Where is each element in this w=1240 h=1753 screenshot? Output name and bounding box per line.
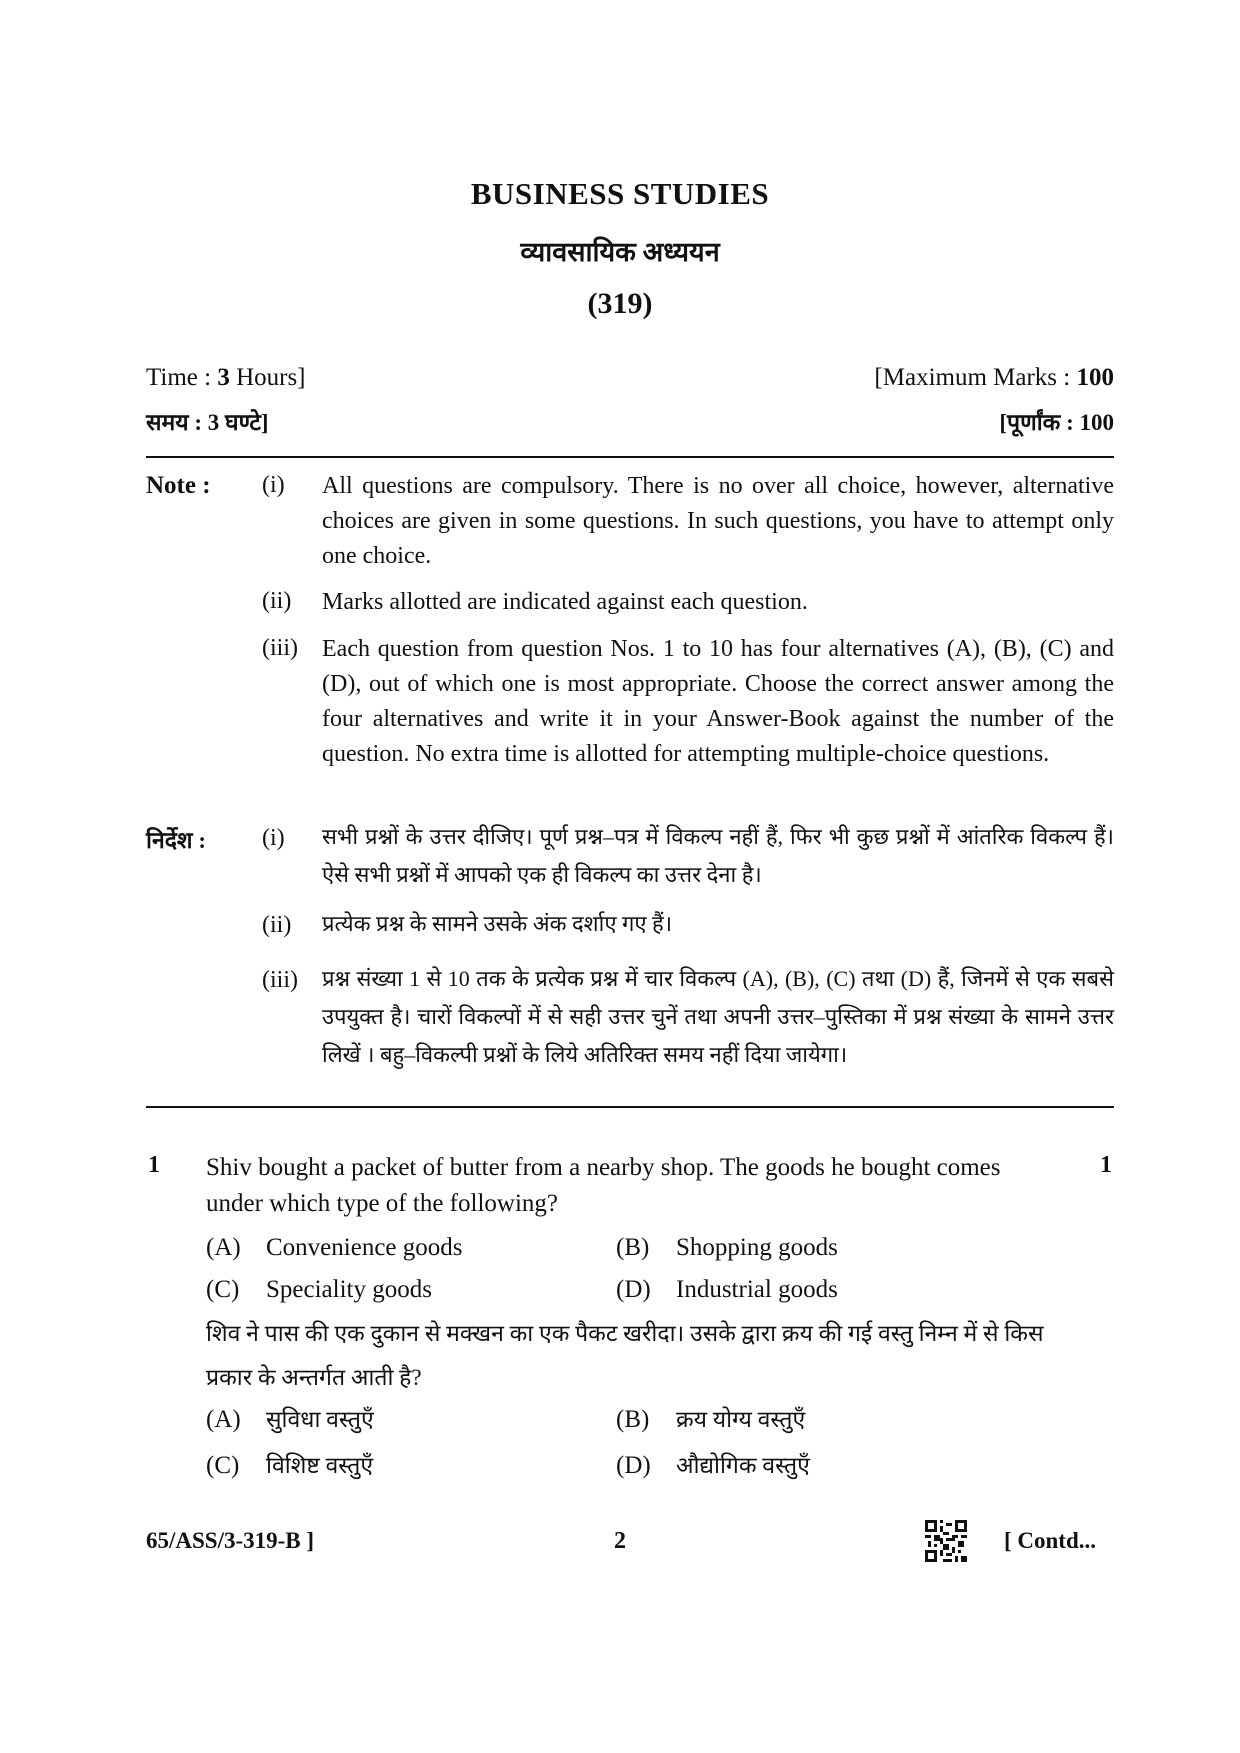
question-number: 1 (148, 1152, 160, 1178)
option-a-hindi: (A) सुविधा वस्तुएँ (206, 1406, 374, 1433)
question-marks: 1 (1100, 1152, 1112, 1178)
note-item-text: Marks allotted are indicated against each question. (322, 589, 808, 615)
question-text: Shiv bought a packet of butter from a nearby shop. The goods he bought comes under which type of the following? (206, 1154, 1001, 1217)
note-item-text-hindi: प्रत्येक प्रश्न के सामने उसके अंक दर्शाए गए हैं। (322, 911, 673, 936)
divider-bottom (146, 1106, 1114, 1108)
time-allowed: Time : 3 Hours] (146, 364, 306, 391)
option-c-hindi: (C) विशिष्ट वस्तुएँ (206, 1452, 374, 1479)
footer-paper-code: 65/ASS/3-319-B ] (146, 1528, 315, 1553)
note-item-number: (iii) (262, 967, 298, 993)
time-allowed-hindi: समय : 3 घण्टे] (146, 410, 269, 435)
option-b-hindi: (B) क्रय योग्य वस्तुएँ (616, 1406, 806, 1433)
continued-marker: [ Contd... (1004, 1528, 1097, 1553)
question-text-hindi: शिव ने पास की एक दुकान से मक्खन का एक पैकट खरीदा। उसके द्वारा क्रय की गई वस्तु निम्न में से किस प्रकार के अन्तर्गत आती है? (206, 1321, 1044, 1390)
note-item-number: (ii) (262, 912, 292, 938)
option-b: (B) Shopping goods (616, 1234, 838, 1261)
note-item-text: All questions are compulsory. There is no over all choice, however, alternative choices are given in some questions. In such questions, you have to attempt only one choice. (322, 473, 1114, 569)
qr-code-icon (925, 1520, 967, 1562)
note-label-hindi: निर्देश : (146, 828, 206, 853)
divider-top (146, 456, 1114, 458)
note-item-number: (i) (262, 825, 285, 851)
option-d: (D) Industrial goods (616, 1276, 838, 1303)
option-a: (A) Convenience goods (206, 1234, 463, 1261)
paper-title: BUSINESS STUDIES (470, 176, 770, 211)
maximum-marks: [Maximum Marks : 100 (874, 364, 1114, 391)
note-item-text-hindi: प्रश्न संख्या 1 से 10 तक के प्रत्येक प्रश्न में चार विकल्प (A), (B), (C) तथा (D) हैं, जिनमें से एक सबसे उपयुक्त है। चारों विकल्पों में से सही उत्तर चुनें तथा अपनी उत्तर–पुस्तिका में प्रश्न संख्या के सामने उत्तर लिखें । बहु–विकल्पी प्रश्नों के लिये अतिरिक्त समय नहीं दिया जायेगा। (322, 966, 1114, 1067)
option-d-hindi: (D) औद्योगिक वस्तुएँ (616, 1452, 810, 1479)
page-number: 2 (614, 1528, 626, 1554)
note-label: Note : (146, 472, 211, 499)
paper-title-hindi: व्यावसायिक अध्ययन (520, 237, 720, 267)
maximum-marks-hindi: [पूर्णांक : 100 (999, 410, 1114, 435)
note-item-number: (ii) (262, 588, 292, 614)
note-item-text: Each question from question Nos. 1 to 10 has four alternatives (A), (B), (C) and (D), out of which one is most appropriate. Choose the correct answer among the four alternatives and write it in your Answer-Book against the number of the question. No extra time is allotted for attempting multiple-choice questions. (322, 636, 1114, 767)
note-item-text-hindi: सभी प्रश्नों के उत्तर दीजिए। पूर्ण प्रश्न–पत्र में विकल्प नहीं हैं, फिर भी कुछ प्रश्नों में आंतरिक विकल्प हैं। ऐसे सभी प्रश्नों में आपको एक ही विकल्प का उत्तर देना है। (322, 824, 1114, 887)
option-c: (C) Speciality goods (206, 1276, 432, 1303)
note-item-number: (i) (262, 472, 285, 498)
note-item-number: (iii) (262, 635, 298, 661)
paper-code: (319) (587, 287, 653, 320)
